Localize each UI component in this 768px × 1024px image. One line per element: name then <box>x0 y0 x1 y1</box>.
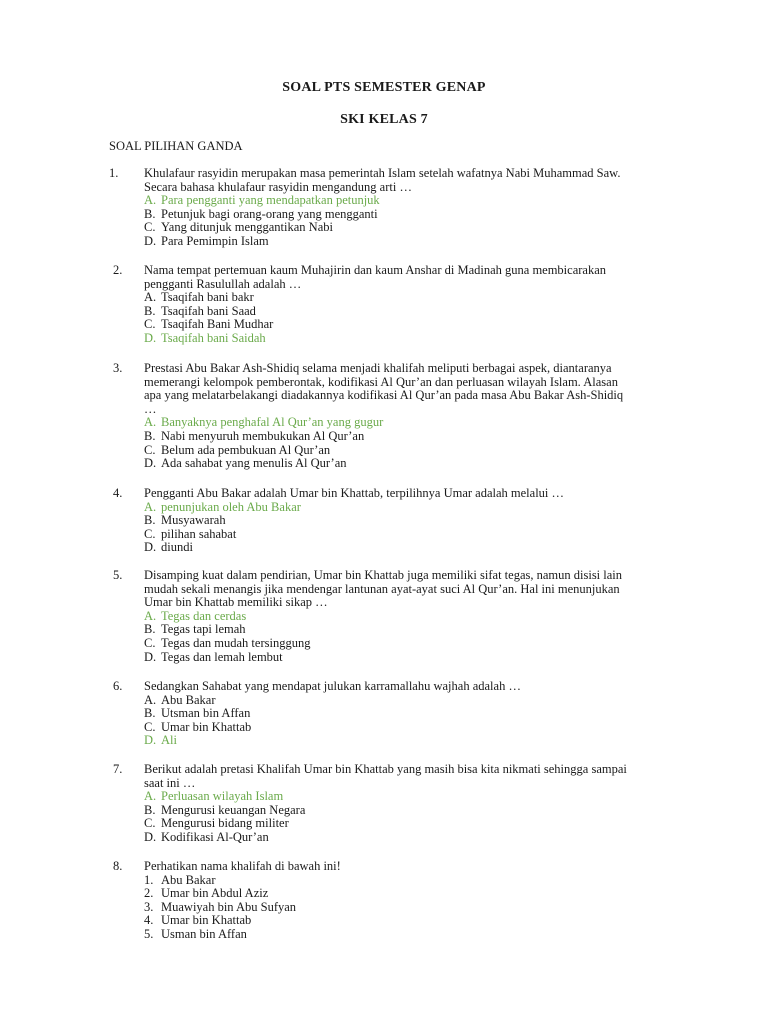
option-d: D. Para Pemimpin Islam <box>144 233 269 248</box>
question-text <box>144 487 689 501</box>
option-c: C. Mengurusi bidang militer <box>144 816 289 831</box>
question-line: Secara bahasa khulafaur rasyidin mengandung arti … <box>144 179 412 194</box>
question-number: 5. <box>113 568 123 582</box>
list-item-4: 4. Umar bin Khattab <box>144 913 252 928</box>
option-c: C. Tegas dan mudah tersinggung <box>144 635 311 650</box>
option-b: B. Mengurusi keuangan Negara <box>144 802 306 817</box>
option-d: D. Kodifikasi Al-Qur’an <box>144 829 269 844</box>
question-5 <box>109 569 689 664</box>
question-line: mudah sekali menangis jika mendengar lantunan ayat-ayat suci Al Qur’an. Hal ini menunjukan <box>144 581 620 596</box>
document-subtitle: SKI KELAS 7 <box>340 112 428 127</box>
option-list <box>144 416 689 470</box>
question-number: 6. <box>113 679 123 693</box>
question-text <box>144 167 689 194</box>
question-number: 1. <box>109 166 119 180</box>
option-list <box>144 874 689 942</box>
list-item-1: 1. Abu Bakar <box>144 872 216 887</box>
option-d-correct: D. Ali <box>144 733 177 748</box>
option-c: C. pilihan sahabat <box>144 526 237 541</box>
option-list <box>144 501 689 555</box>
section-heading: SOAL PILIHAN GANDA <box>109 139 243 153</box>
option-c: C. Umar bin Khattab <box>144 719 252 734</box>
list-item-2: 2. Umar bin Abdul Aziz <box>144 886 269 901</box>
question-line: Perhatikan nama khalifah di bawah ini! <box>144 859 341 873</box>
question-text <box>144 763 689 790</box>
option-list <box>144 291 689 345</box>
question-text <box>144 264 689 291</box>
list-item-3: 3. Muawiyah bin Abu Sufyan <box>144 899 297 914</box>
question-6 <box>109 680 689 748</box>
question-3 <box>109 362 689 471</box>
option-d: D. diundi <box>144 540 193 555</box>
question-number: 4. <box>113 486 123 500</box>
list-item-5: 5. Usman bin Affan <box>144 926 247 941</box>
question-7 <box>109 763 689 845</box>
option-list <box>144 694 689 748</box>
question-2 <box>109 264 689 346</box>
option-d: D. Tegas dan lemah lembut <box>144 649 283 664</box>
option-a: A. Tsaqifah bani bakr <box>144 290 254 305</box>
option-c: C. Yang ditunjuk menggantikan Nabi <box>144 220 333 235</box>
question-line: Disamping kuat dalam pendirian, Umar bin Khattab juga memiliki sifat tegas, namun disisi lain <box>144 568 623 582</box>
question-line: Berikut adalah pretasi Khalifah Umar bin Khattab yang masih bisa kita nikmati sehingga sampai <box>144 762 627 776</box>
question-4 <box>109 487 689 555</box>
option-a-correct: A. Perluasan wilayah Islam <box>144 789 284 804</box>
question-line: Prestasi Abu Bakar Ash-Shidiq selama menjadi khalifah meliputi berbagai aspek, diantaranya <box>144 361 612 375</box>
option-c: C. Tsaqifah Bani Mudhar <box>144 317 274 332</box>
question-line: pengganti Rasulullah adalah … <box>144 276 302 291</box>
question-line: memerangi kelompok pemberontak, kodifikasi Al Qur’an dan perluasan wilayah Islam. Alasan <box>144 374 618 389</box>
option-b: B. Nabi menyuruh membukukan Al Qur’an <box>144 428 365 443</box>
question-number: 7. <box>113 762 123 776</box>
option-a-correct: A. Para pengganti yang mendapatkan petunjuk <box>144 193 380 208</box>
question-text <box>144 569 689 610</box>
question-line: Nama tempat pertemuan kaum Muhajirin dan kaum Anshar di Madinah guna membicarakan <box>144 263 607 277</box>
question-number: 8. <box>113 859 123 873</box>
document-title: SOAL PTS SEMESTER GENAP <box>282 80 486 95</box>
option-a-correct: A. Tegas dan cerdas <box>144 608 247 623</box>
option-a-correct: A. Banyaknya penghafal Al Qur’an yang gugur <box>144 415 384 430</box>
question-text <box>144 680 689 694</box>
option-b: B. Utsman bin Affan <box>144 706 251 721</box>
option-d-correct: D. Tsaqifah bani Saidah <box>144 330 266 345</box>
question-1 <box>109 167 689 249</box>
option-list <box>144 194 689 248</box>
question-number: 3. <box>113 361 123 375</box>
option-b: B. Petunjuk bagi orang-orang yang mengganti <box>144 206 378 221</box>
question-line: saat ini … <box>144 775 196 790</box>
option-a: A. Abu Bakar <box>144 692 216 707</box>
option-c: C. Belum ada pembukuan Al Qur’an <box>144 442 331 457</box>
question-text <box>144 362 689 416</box>
question-line: … <box>144 401 157 416</box>
option-d: D. Ada sahabat yang menulis Al Qur’an <box>144 456 347 471</box>
question-line: Sedangkan Sahabat yang mendapat julukan karramallahu wajhah adalah … <box>144 679 521 693</box>
option-b: B. Musyawarah <box>144 513 226 528</box>
option-list <box>144 610 689 664</box>
option-b: B. Tegas tapi lemah <box>144 622 246 637</box>
question-8 <box>109 860 689 942</box>
question-text <box>144 860 689 874</box>
option-list <box>144 790 689 844</box>
question-line: Khulafaur rasyidin merupakan masa pemerintah Islam setelah wafatnya Nabi Muhammad Saw. <box>144 166 621 180</box>
question-line: Umar bin Khattab memiliki sikap … <box>144 595 328 610</box>
option-a-correct: A. penunjukan oleh Abu Bakar <box>144 499 301 514</box>
question-line: apa yang melatarbelakangi diadakannya kodifikasi Al Qur’an pada masa Abu Bakar Ash-Shidiq <box>144 388 624 403</box>
question-line: Pengganti Abu Bakar adalah Umar bin Khattab, terpilihnya Umar adalah melalui … <box>144 486 565 500</box>
question-number: 2. <box>113 263 123 277</box>
option-b: B. Tsaqifah bani Saad <box>144 303 256 318</box>
